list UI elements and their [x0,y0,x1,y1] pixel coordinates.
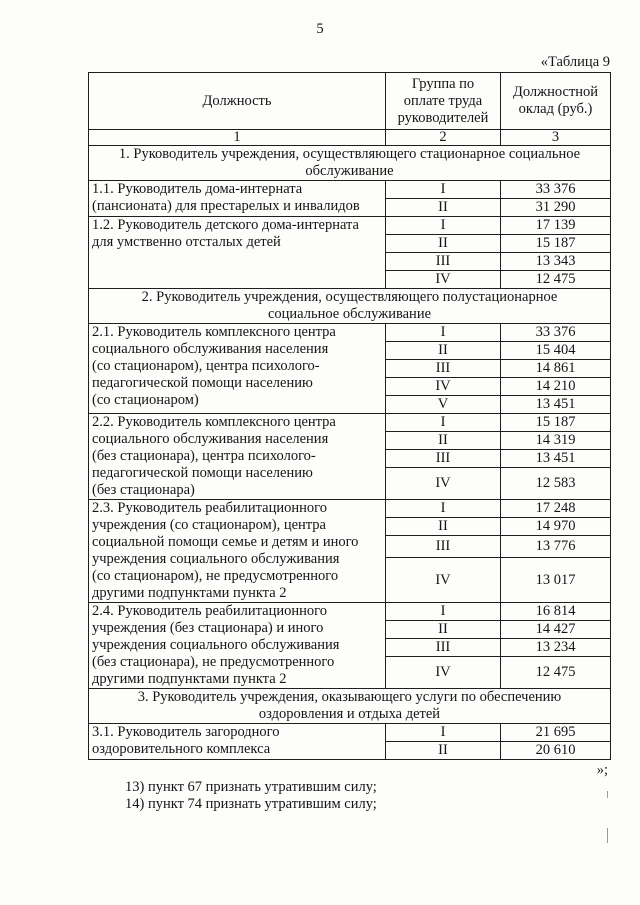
group-cell: II [386,518,501,536]
salary-cell: 14 427 [501,621,611,639]
table-row [89,500,611,518]
scan-artifact [607,828,608,843]
group-cell: II [386,742,501,760]
table-header-row [89,73,611,130]
group-cell: II [386,235,501,253]
position-title: 2.1. Руководитель комплексного центра социального обслуживания населения (со стационаром), центра психолого- педагогической помощи населению (со стационаром) [89,324,386,414]
section-row [89,289,611,324]
group-cell: III [386,450,501,468]
group-cell: III [386,360,501,378]
salary-cell: 12 583 [501,468,611,500]
salary-cell: 15 404 [501,342,611,360]
group-cell: II [386,342,501,360]
position-title: 2.4. Руководитель реабилитационного учреждения (без стационара) и иного учреждения социального обслуживания (без стационара), не предусмотренного другими подпунктами пункта 2 [89,603,386,689]
table-row [89,217,611,235]
salary-cell: 14 861 [501,360,611,378]
header-group [386,73,501,130]
salary-cell: 15 187 [501,235,611,253]
table-row [89,724,611,742]
salary-cell: 17 139 [501,217,611,235]
position-title: 2.3. Руководитель реабилитационного учреждения (со стационаром), центра социальной помощи семье и детям и иного учреждения социального обслуживания (со стационаром), не предусмотренного другими подпунктами пункта 2 [89,500,386,603]
section-title: 2. Руководитель учреждения, осуществляющего полустационарное социальное обслуживание [89,289,611,324]
column-number-row [89,130,611,146]
salary-cell: 14 210 [501,378,611,396]
position-title: 1.2. Руководитель детского дома-интерната для умственно отсталых детей [89,217,386,289]
salary-cell: 12 475 [501,657,611,689]
salary-cell: 12 475 [501,271,611,289]
group-cell: IV [386,558,501,603]
header-salary-line: Должностной [512,84,599,100]
scan-artifact [607,791,608,798]
group-cell: IV [386,657,501,689]
group-cell: IV [386,271,501,289]
position-title: 1.1. Руководитель дома-интерната (пансионата) для престарелых и инвалидов [89,181,386,217]
section-title: 3. Руководитель учреждения, оказывающего услуги по обеспечению оздоровления и отдыха детей [89,689,611,724]
salary-cell: 13 776 [501,536,611,558]
table-row [89,603,611,621]
group-cell: II [386,432,501,450]
column-number: 2 [386,130,501,146]
header-position: Должность [89,73,386,130]
group-cell: I [386,500,501,518]
salary-cell: 16 814 [501,603,611,621]
salary-cell: 13 017 [501,558,611,603]
salary-cell: 33 376 [501,324,611,342]
salary-cell: 17 248 [501,500,611,518]
salary-cell: 21 695 [501,724,611,742]
group-cell: I [386,414,501,432]
salary-cell: 13 343 [501,253,611,271]
group-cell: I [386,217,501,235]
table-row [89,414,611,432]
header-salary-line: оклад (руб.) [518,101,593,117]
group-cell: I [386,181,501,199]
group-cell: I [386,603,501,621]
position-title: 3.1. Руководитель загородного оздоровительного комплекса [89,724,386,760]
salary-cell: 13 451 [501,450,611,468]
group-cell: IV [386,468,501,500]
group-cell: V [386,396,501,414]
section-row [89,146,611,181]
header-group-line: Группа по [411,75,475,92]
salary-cell: 14 319 [501,432,611,450]
amendment-list [88,779,610,813]
column-number: 1 [89,130,386,146]
group-cell: II [386,621,501,639]
group-cell: I [386,324,501,342]
position-title: 2.2. Руководитель комплексного центра социального обслуживания населения (без стационара), центра психолого- педагогической помощи населению (без стационара) [89,414,386,500]
closing-quote-mark: »; [596,762,608,778]
document-body [88,72,610,813]
salary-cell: 31 290 [501,199,611,217]
section-title: 1. Руководитель учреждения, осуществляющего стационарное социальное обслуживание [89,146,611,181]
table-row [89,181,611,199]
table-caption: «Таблица 9 [540,54,610,70]
group-cell: III [386,253,501,271]
salary-cell: 33 376 [501,181,611,199]
column-number: 3 [501,130,611,146]
list-item: 14) пункт 74 признать утратившим силу; [125,796,377,812]
group-cell: IV [386,378,501,396]
group-cell: II [386,199,501,217]
salary-cell: 20 610 [501,742,611,760]
salary-cell: 13 234 [501,639,611,657]
list-item: 13) пункт 67 признать утратившим силу; [125,779,377,795]
group-cell: III [386,639,501,657]
group-cell: III [386,536,501,558]
salary-table [88,72,611,760]
table-row [89,324,611,342]
salary-cell: 15 187 [501,414,611,432]
salary-cell: 13 451 [501,396,611,414]
page-number: 5 [316,21,324,37]
salary-cell: 14 970 [501,518,611,536]
group-cell: I [386,724,501,742]
header-group-line: оплате труда [403,92,483,109]
header-group-line: руководителей [397,109,489,126]
header-salary [501,73,611,130]
section-row [89,689,611,724]
